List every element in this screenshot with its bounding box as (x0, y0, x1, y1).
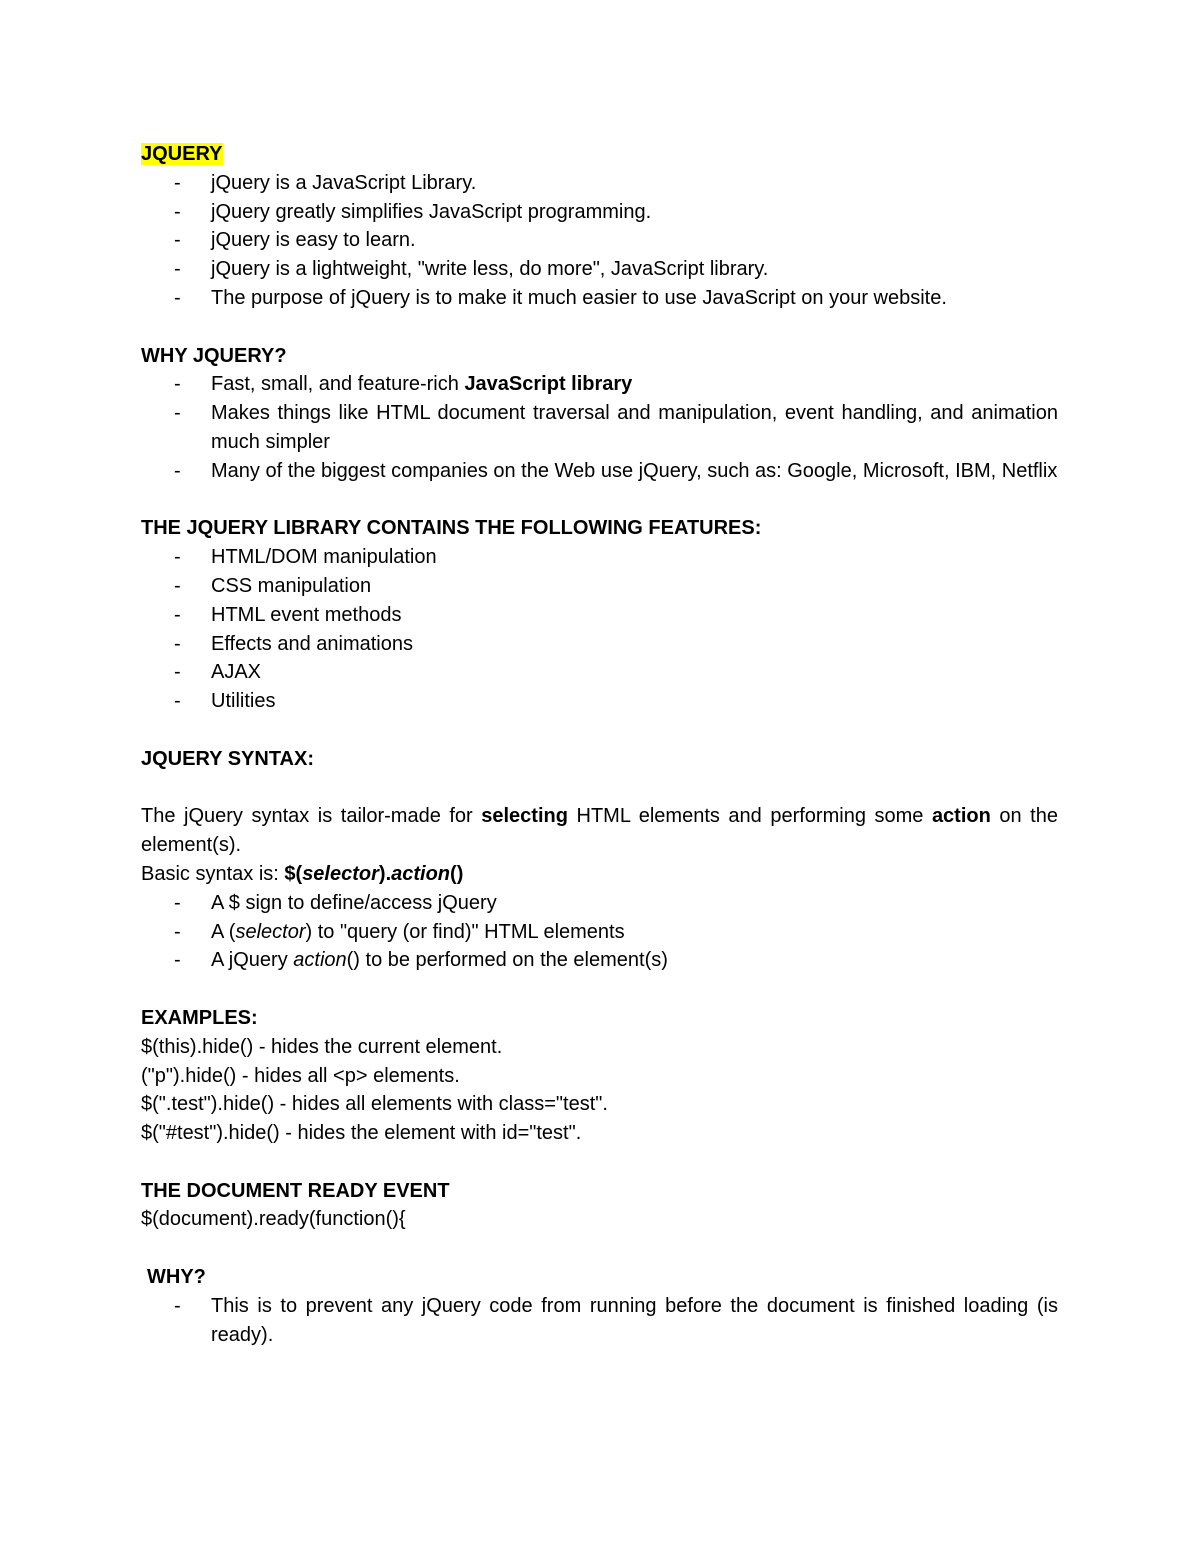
list-item: - A $ sign to define/access jQuery (141, 889, 1058, 918)
example-line: $(".test").hide() - hides all elements with class="test". (141, 1093, 608, 1116)
section-heading-document-ready: THE DOCUMENT READY EVENT (141, 1179, 450, 1202)
dash-bullet: - (174, 603, 181, 626)
section-heading-examples: EXAMPLES: (141, 1006, 258, 1029)
dash-bullet: - (174, 1294, 181, 1317)
list-item: - CSS manipulation (141, 572, 1058, 601)
list-item: - A (selector) to "query (or find)" HTML elements (141, 918, 1058, 947)
list-item: - HTML/DOM manipulation (141, 543, 1058, 572)
heading-highlight: JQUERY (141, 143, 223, 165)
dash-bullet: - (174, 402, 181, 425)
list-item: - Fast, small, and feature-rich JavaScript library (141, 370, 1058, 399)
section-heading-why: WHY? (147, 1266, 206, 1289)
list-item: - HTML event methods (141, 601, 1058, 630)
syntax-list (141, 889, 1058, 975)
section-heading-features: THE JQUERY LIBRARY CONTAINS THE FOLLOWING FEATURES: (141, 517, 762, 540)
section-heading-why-jquery: WHY JQUERY? (141, 344, 287, 367)
list-item: - jQuery greatly simplifies JavaScript programming. (141, 198, 1058, 227)
features-list (141, 543, 1058, 716)
dash-bullet: - (174, 373, 181, 396)
dash-bullet: - (174, 920, 181, 943)
list-item: - Many of the biggest companies on the Web use jQuery, such as: Google, Microsoft, IBM, Netflix (141, 457, 1058, 486)
list-item: - jQuery is a lightweight, "write less, do more", JavaScript library. (141, 255, 1058, 284)
jquery-list (141, 169, 1058, 313)
section-heading-jquery (141, 140, 1058, 169)
list-item: - Effects and animations (141, 630, 1058, 659)
list-item: - Makes things like HTML document traversal and manipulation, event handling, and animation much simpler (141, 399, 1058, 457)
dash-bullet: - (174, 891, 181, 914)
why-list (141, 1292, 1058, 1350)
dash-bullet: - (174, 171, 181, 194)
dash-bullet: - (174, 949, 181, 972)
dash-bullet: - (174, 546, 181, 569)
list-item: - This is to prevent any jQuery code from running before the document is finished loading (is ready). (141, 1292, 1058, 1350)
dash-bullet: - (174, 632, 181, 655)
list-item: - The purpose of jQuery is to make it much easier to use JavaScript on your website. (141, 284, 1058, 313)
syntax-paragraph: The jQuery syntax is tailor-made for selecting HTML elements and performing some action on the element(s). (141, 805, 1058, 857)
basic-syntax-line: Basic syntax is: $(selector).action() (141, 862, 464, 885)
dash-bullet: - (174, 286, 181, 309)
dash-bullet: - (174, 661, 181, 684)
example-line: $("#test").hide() - hides the element with id="test". (141, 1122, 582, 1145)
dash-bullet: - (174, 258, 181, 281)
list-item: - AJAX (141, 658, 1058, 687)
dash-bullet: - (174, 200, 181, 223)
dash-bullet: - (174, 229, 181, 252)
example-line: ("p").hide() - hides all <p> elements. (141, 1064, 460, 1087)
dash-bullet: - (174, 574, 181, 597)
example-line: $(this).hide() - hides the current element. (141, 1035, 503, 1058)
list-item: - A jQuery action() to be performed on the element(s) (141, 946, 1058, 975)
why-jquery-list (141, 370, 1058, 485)
section-heading-syntax: JQUERY SYNTAX: (141, 747, 314, 770)
list-item: - jQuery is easy to learn. (141, 226, 1058, 255)
document-page (141, 140, 1058, 1349)
list-item: - Utilities (141, 687, 1058, 716)
list-item: - jQuery is a JavaScript Library. (141, 169, 1058, 198)
ready-code-line: $(document).ready(function(){ (141, 1208, 406, 1231)
dash-bullet: - (174, 459, 181, 482)
dash-bullet: - (174, 690, 181, 713)
